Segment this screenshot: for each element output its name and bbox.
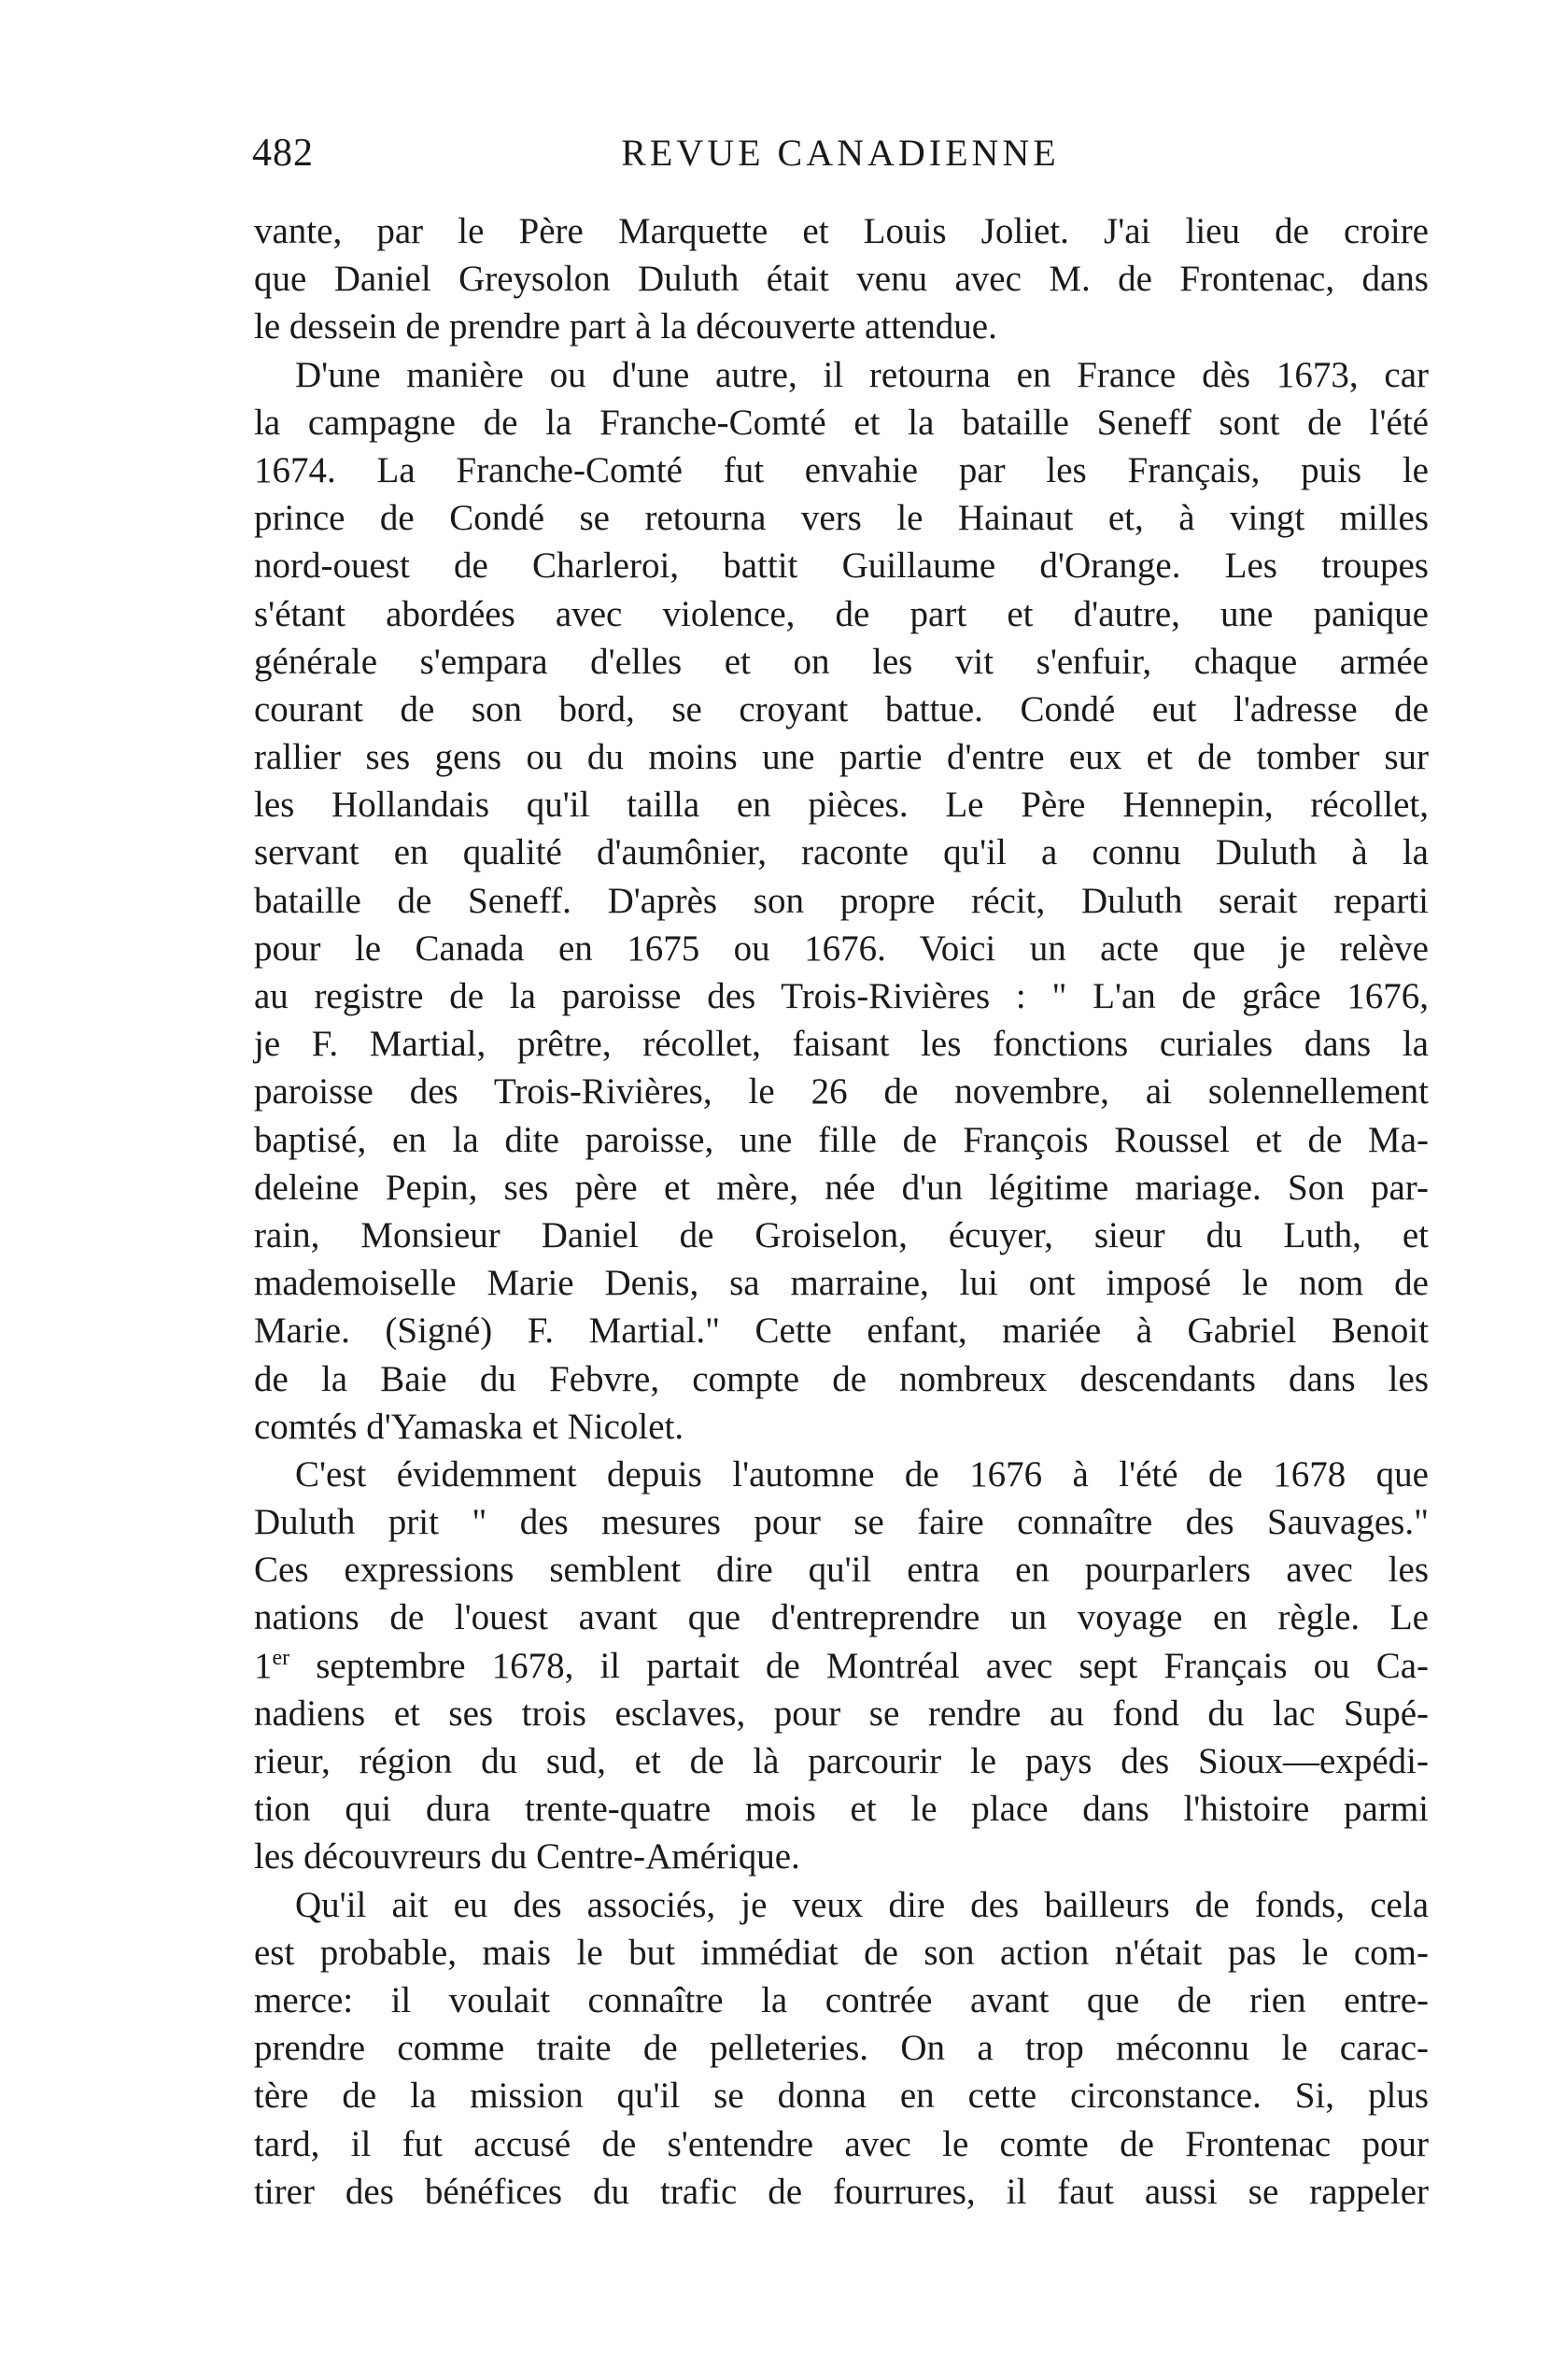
text-line-remainder: septembre 1678, il partait de Montréal avec sept Français ou Ca- (289, 1645, 1429, 1686)
text-line-with-ordinal (254, 1642, 1429, 1690)
text-line: servant en qualité d'aumônier, raconte qu'il a connu Duluth à la (254, 832, 1429, 873)
paragraph (254, 1451, 1429, 1881)
text-line: tard, il fut accusé de s'entendre avec le comte de Frontenac pour (254, 2123, 1429, 2164)
text-line: mademoiselle Marie Denis, sa marraine, lui ont imposé le nom de (254, 1263, 1429, 1304)
text-line: C'est évidemment depuis l'automne de 1676 à l'été de 1678 que (295, 1453, 1429, 1495)
text-line: Qu'il ait eu des associés, je veux dire des bailleurs de fonds, cela (295, 1884, 1429, 1925)
text-line: rieur, région du sud, et de là parcourir le pays des Sioux—expédi- (254, 1741, 1429, 1781)
text-line: courant de son bord, se croyant battue. Condé eut l'adresse de (254, 688, 1429, 730)
text-line: les Hollandais qu'il tailla en pièces. Le Père Hennepin, récollet, (254, 785, 1429, 826)
text-line: 1674. La Franche-Comté fut envahie par les Français, puis le (254, 449, 1429, 490)
paragraph (254, 351, 1429, 1451)
text-line: Marie. (Signé) F. Martial." Cette enfant, mariée à Gabriel Benoit (254, 1310, 1429, 1352)
text-line: rallier ses gens ou du moins une partie d'entre eux et de tomber sur (254, 737, 1429, 778)
text-line: tère de la mission qu'il se donna en cette circonstance. Si, plus (254, 2075, 1429, 2117)
page-number: 482 (252, 132, 314, 175)
text-line: les découvreurs du Centre-Amérique. (254, 1836, 800, 1877)
text-line: nadiens et ses trois esclaves, pour se rendre au fond du lac Supé- (254, 1693, 1429, 1734)
text-line: vante, par le Père Marquette et Louis Joliet. J'ai lieu de croire (254, 211, 1429, 251)
text-line: bataille de Seneff. D'après son propre récit, Duluth serait reparti (254, 880, 1429, 921)
text-line: deleine Pepin, ses père et mère, née d'un légitime mariage. Son par- (254, 1167, 1429, 1208)
text-line: prendre comme traite de pelleteries. On a trop méconnu le carac- (254, 2028, 1429, 2069)
text-line: la campagne de la Franche-Comté et la bataille Seneff sont de l'été (254, 402, 1429, 443)
text-line: rain, Monsieur Daniel de Groiselon, écuyer, sieur du Luth, et (254, 1214, 1429, 1255)
text-line: prince de Condé se retourna vers le Hainaut et, à vingt milles (254, 498, 1429, 539)
text-line: je F. Martial, prêtre, récollet, faisant les fonctions curiales dans la (254, 1024, 1429, 1065)
paragraph (254, 1881, 1429, 2216)
text-line: tion qui dura trente-quatre mois et le place dans l'histoire parmi (254, 1789, 1429, 1830)
text-line: nations de l'ouest avant que d'entreprendre un voyage en règle. Le (254, 1597, 1429, 1638)
text-line: de la Baie du Febvre, compte de nombreux descendants dans les (254, 1358, 1429, 1399)
text-line: est probable, mais le but immédiat de son action n'était pas le com- (254, 1932, 1429, 1973)
text-line: merce: il voulait connaître la contrée avant que de rien entre- (254, 1979, 1429, 2020)
ordinal-superscript: er (272, 1645, 290, 1670)
text-line: tirer des bénéfices du trafic de fourrures, il faut aussi se rappeler (254, 2171, 1429, 2212)
running-head (252, 131, 1429, 187)
text-line: au registre de la paroisse des Trois-Rivières : " L'an de grâce 1676, (254, 976, 1429, 1016)
text-line: paroisse des Trois-Rivières, le 26 de novembre, ai solennellement (254, 1071, 1429, 1112)
ordinal-number: 1 (254, 1645, 273, 1686)
text-line: Duluth prit " des mesures pour se faire connaître des Sauvages." (254, 1502, 1429, 1543)
text-line: nord-ouest de Charleroi, battit Guillaume d'Orange. Les troupes (254, 545, 1429, 587)
body-text (254, 207, 1429, 2216)
text-line: le dessein de prendre part à la découverte attendue. (254, 306, 997, 347)
text-line: s'étant abordées avec violence, de part et d'autre, une panique (254, 593, 1429, 634)
text-line: que Daniel Greysolon Duluth était venu avec M. de Frontenac, dans (254, 259, 1429, 300)
text-line: pour le Canada en 1675 ou 1676. Voici un acte que je relève (254, 928, 1429, 969)
text-line: comtés d'Yamaska et Nicolet. (254, 1406, 684, 1447)
text-line: D'une manière ou d'une autre, il retourna en France dès 1673, car (295, 354, 1429, 395)
journal-title: REVUE CANADIENNE (621, 132, 1060, 174)
paragraph (254, 207, 1429, 351)
text-line: Ces expressions semblent dire qu'il entra en pourparlers avec les (254, 1550, 1429, 1591)
text-line: générale s'empara d'elles et on les vit s'enfuir, chaque armée (254, 641, 1429, 682)
text-line: baptisé, en la dite paroisse, une fille de François Roussel et de Ma- (254, 1119, 1429, 1160)
